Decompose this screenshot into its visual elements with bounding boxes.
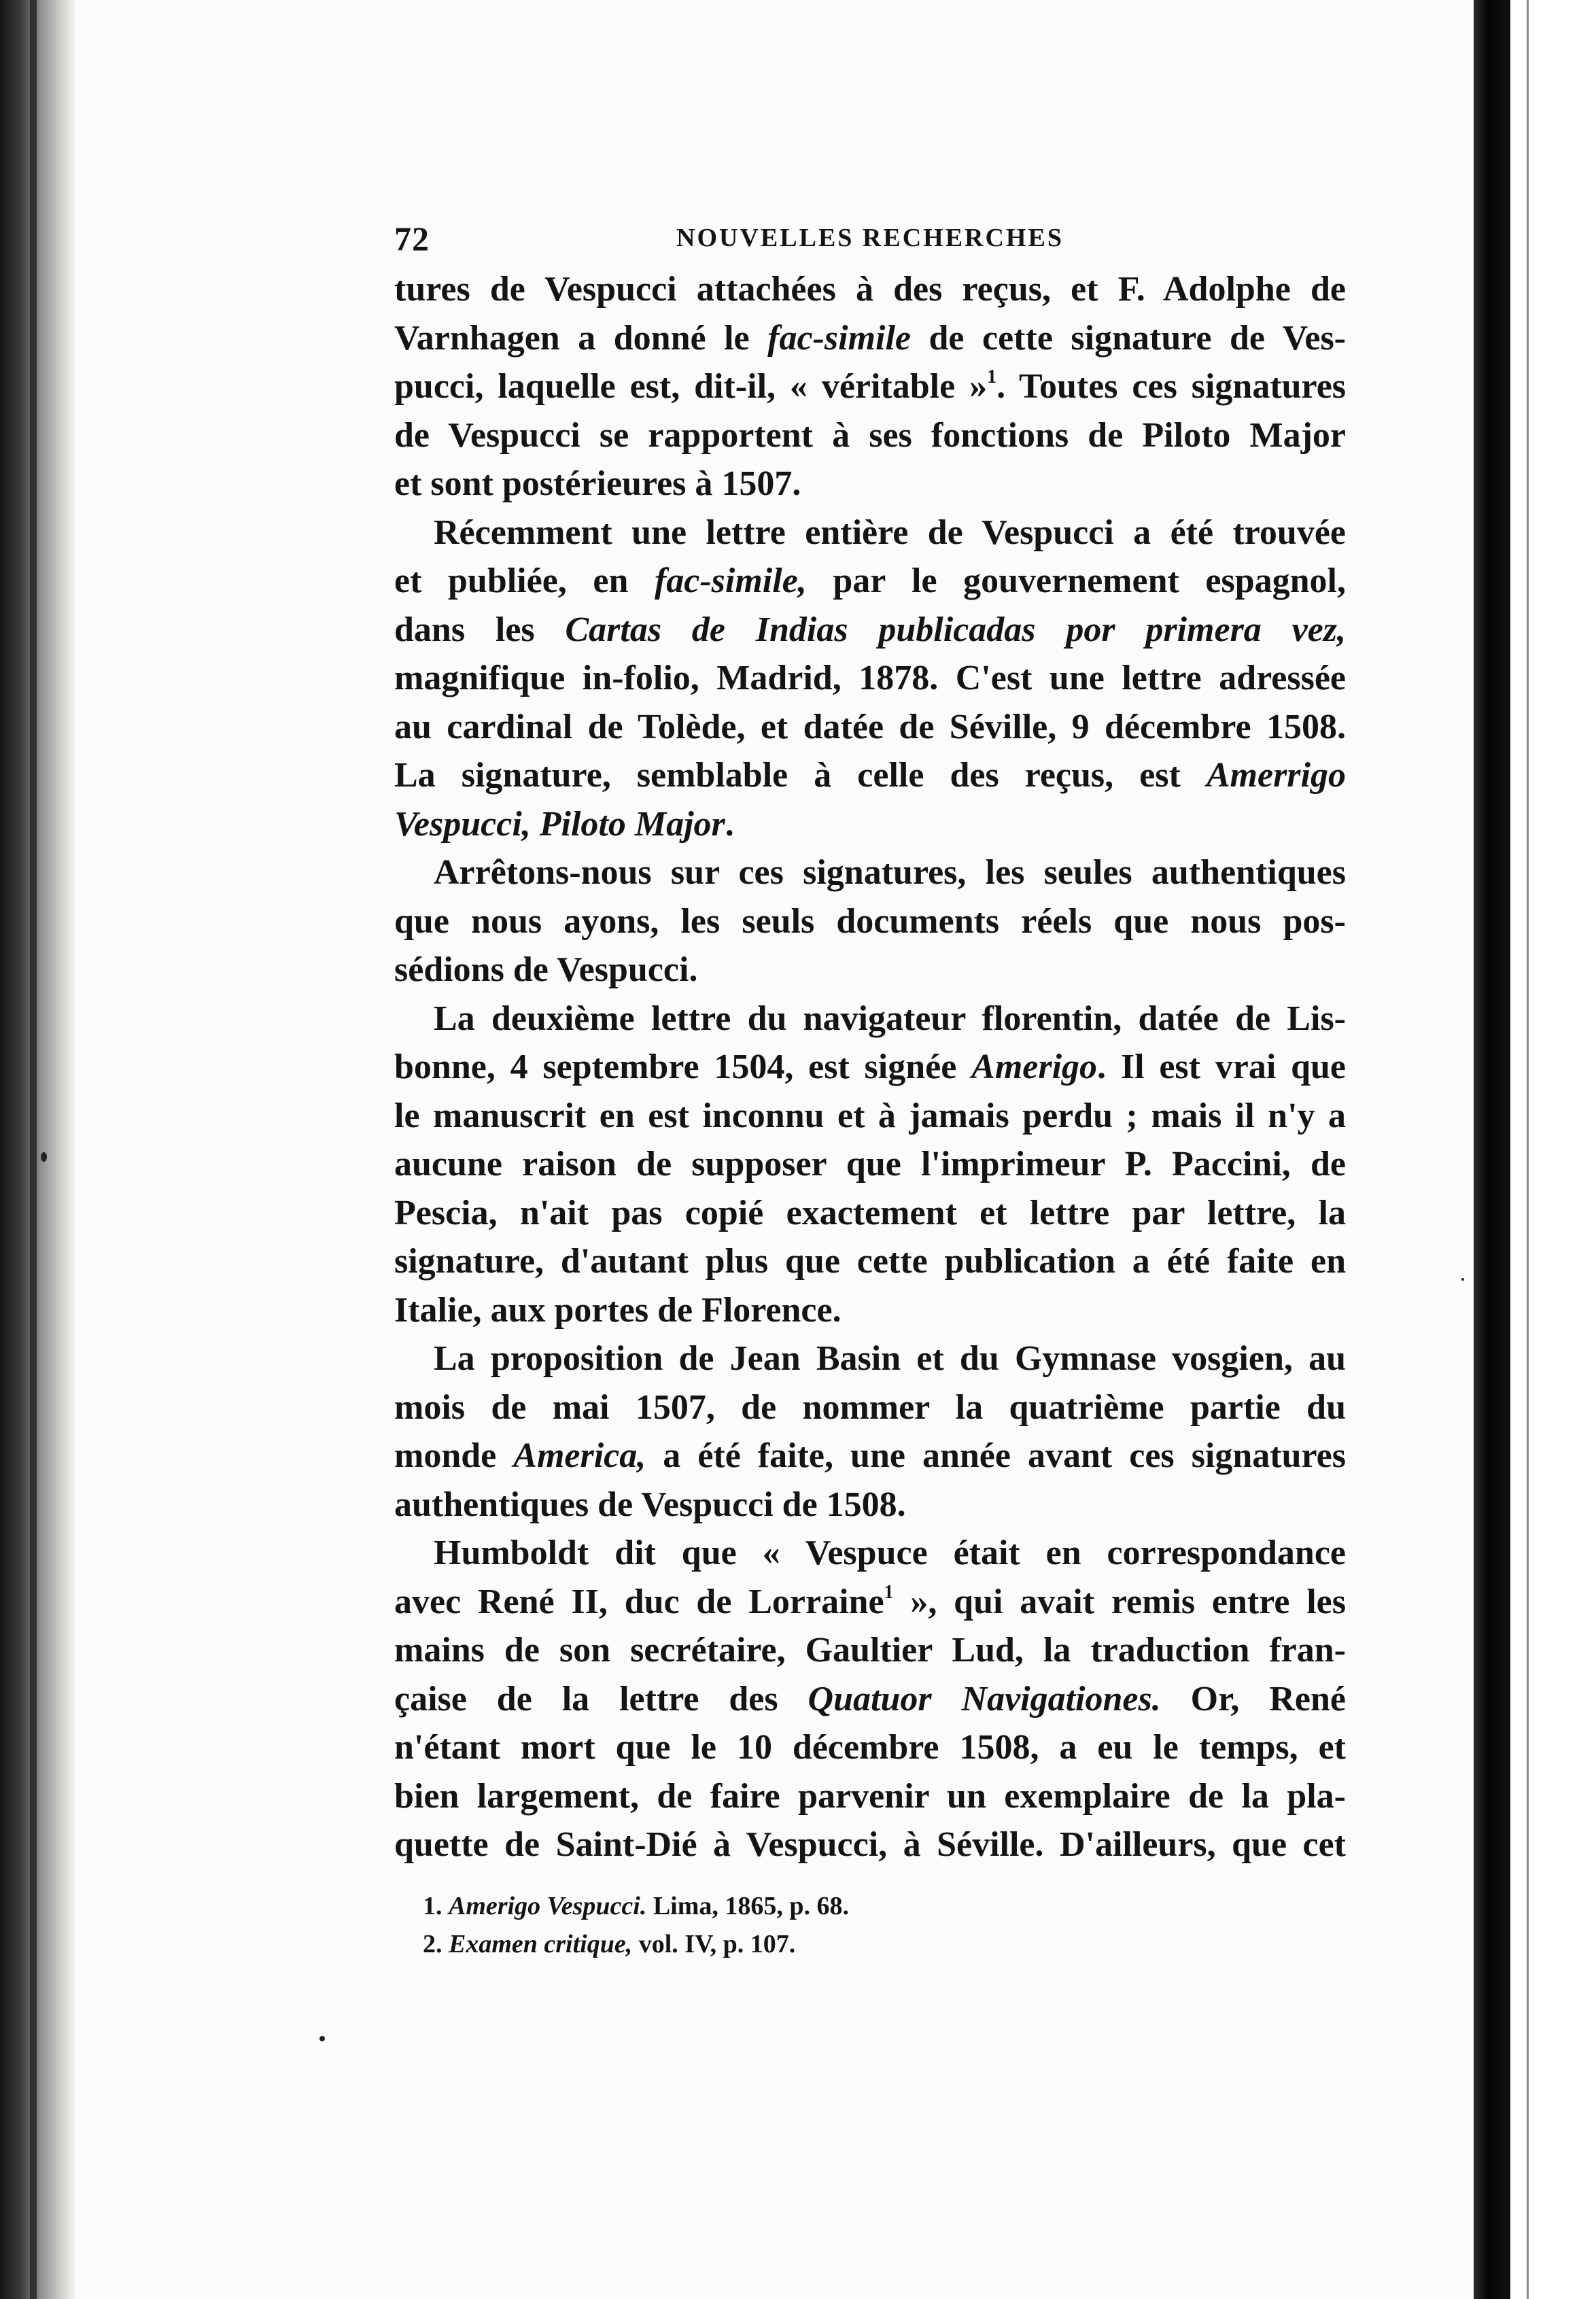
text-line: La signature, semblable à celle des reçus, est Amerrigo xyxy=(394,756,1346,795)
text-line: avec René II, duc de Lorraine$^1$ », qui avait remis entre les xyxy=(394,1581,1346,1621)
text-block xyxy=(394,204,1346,1963)
text-line: Arrêtons-nous sur ces signatures, les seules authentiques xyxy=(434,853,1346,892)
text-line: de Vespucci se rapportent à ses fonctions de Piloto Major xyxy=(394,415,1346,455)
text-line: sédions de Vespucci. xyxy=(394,950,698,989)
running-title: NOUVELLES RECHERCHES xyxy=(676,224,1064,252)
ink-speck xyxy=(1461,1278,1464,1281)
text-line: La deuxième lettre du navigateur florentin, datée de Lis- xyxy=(434,999,1346,1038)
text-line: La proposition de Jean Basin et du Gymnase vosgien, au xyxy=(434,1339,1346,1378)
text-line: et publiée, en fac-simile, par le gouvernement espagnol, xyxy=(394,561,1346,600)
binding-shadow xyxy=(0,0,75,2299)
text-line: aucune raison de supposer que l'imprimeur P. Paccini, de xyxy=(394,1145,1346,1183)
text-line: Varnhagen a donné le fac-simile de cette signature de Ves- xyxy=(394,318,1346,358)
text-line: mains de son secrétaire, Gaultier Lud, la traduction fran- xyxy=(394,1631,1346,1670)
text-line: au cardinal de Tolède, et datée de Séville, 9 décembre 1508. xyxy=(394,707,1346,746)
text-line: tures de Vespucci attachées à des reçus, et F. Adolphe de xyxy=(394,270,1346,309)
text-line: Pescia, n'ait pas copié exactement et lettre par lettre, la xyxy=(394,1193,1346,1232)
text-line: Humboldt dit que « Vespuce était en correspondance xyxy=(434,1534,1346,1572)
text-line: signature, d'autant plus que cette publication a été faite en xyxy=(394,1242,1346,1281)
text-line: mois de mai 1507, de nommer la quatrième partie du xyxy=(394,1387,1346,1427)
text-line: pucci, laquelle est, dit-il, « véritable »$^1$. Toutes ces signatures xyxy=(394,366,1347,406)
text-line: Récemment une lettre entière de Vespucci a été trouvée xyxy=(434,513,1346,552)
text-line: authentiques de Vespucci de 1508. xyxy=(394,1485,906,1524)
paragraph-2 xyxy=(394,508,1346,849)
text-line: dans les Cartas de Indias publicadas por primera vez, xyxy=(394,610,1347,649)
text-line: bien largement, de faire parvenir un exemplaire de la pla- xyxy=(394,1776,1346,1816)
footnote-ref: 1 xyxy=(884,1581,894,1603)
page-number: 72 xyxy=(394,220,430,258)
text-line: le manuscrit en est inconnu et à jamais perdu ; mais il n'y a xyxy=(394,1096,1346,1135)
paragraph-5 xyxy=(394,1334,1346,1529)
paragraph-4 xyxy=(394,995,1346,1335)
page-edge-dark-bar xyxy=(1474,0,1510,2299)
text-line: Italie, aux portes de Florence. xyxy=(394,1290,842,1330)
paragraph-1 xyxy=(394,265,1346,508)
paragraph-6 xyxy=(394,1529,1346,1869)
text-line: magnifique in-folio, Madrid, 1878. C'est une lettre adressée xyxy=(394,659,1346,697)
paragraph-3 xyxy=(394,848,1346,995)
text-line: que nous ayons, les seuls documents réels que nous pos- xyxy=(394,901,1346,941)
text-line: et sont postérieures à 1507. xyxy=(394,464,801,503)
page-edge-thin-line xyxy=(1527,0,1529,2299)
binding-edge-line xyxy=(30,0,37,2299)
footnote-1: 1. Amerigo Vespucci. Lima, 1865, p. 68. xyxy=(423,1891,850,1920)
ink-speck xyxy=(41,1152,47,1162)
text-line: quette de Saint-Dié à Vespucci, à Séville. D'ailleurs, que cet xyxy=(394,1825,1346,1864)
footnote-2: 2. Examen critique, vol. IV, p. 107. xyxy=(423,1929,796,1958)
footnotes xyxy=(394,1887,1346,1963)
text-line: monde America, a été faite, une année avant ces signatures xyxy=(394,1436,1346,1475)
footnote-ref: 1 xyxy=(987,366,997,387)
text-line: Vespucci, Piloto Major. xyxy=(394,804,734,844)
text-line: çaise de la lettre des Quatuor Navigationes. Or, René xyxy=(394,1679,1346,1718)
text-line: n'étant mort que le 10 décembre 1508, a eu le temps, et xyxy=(394,1728,1346,1767)
text-line: bonne, 4 septembre 1504, est signée Amerigo. Il est vrai que xyxy=(394,1048,1347,1086)
running-head xyxy=(394,204,1346,265)
ink-speck xyxy=(319,2036,325,2041)
